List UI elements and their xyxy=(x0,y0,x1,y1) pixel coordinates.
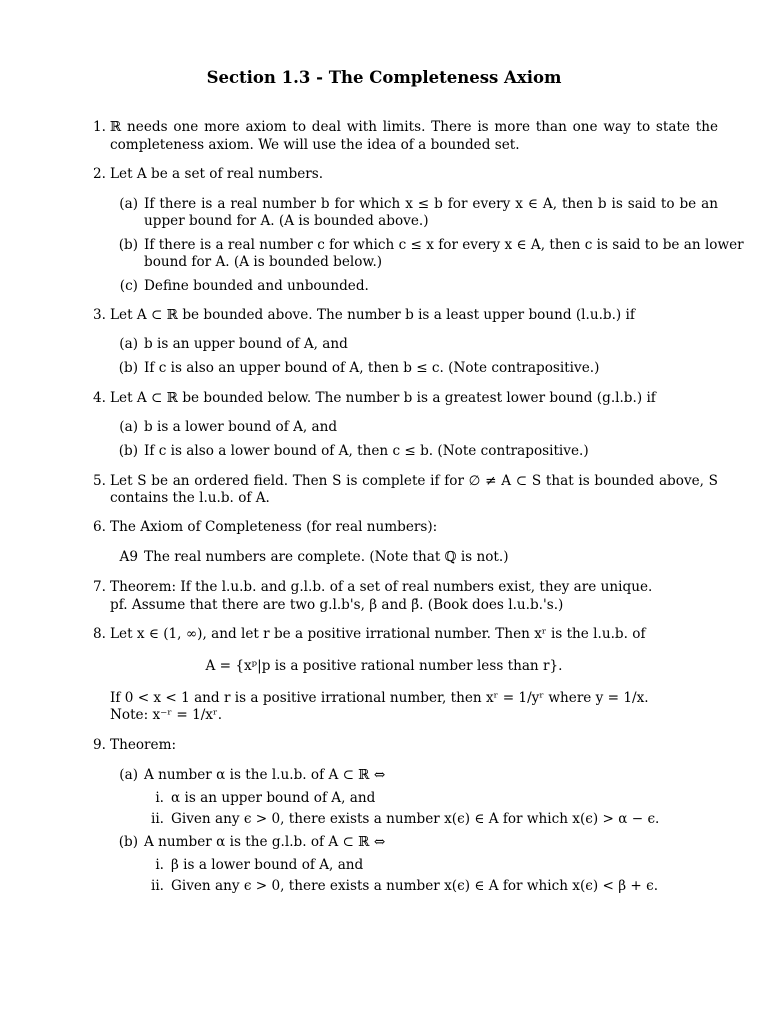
item-number: 3. xyxy=(93,307,106,323)
item-9b-ii-text: Given any ϵ > 0, there exists a number x(ϵ) ∈ A for which x(ϵ) < β + ϵ. xyxy=(171,878,659,894)
roman-label: i. xyxy=(155,857,164,873)
item-number: 6. xyxy=(93,519,106,535)
item-3a-line-1: b is an upper bound of A, and xyxy=(144,336,348,352)
item-2b-line-1: If there is a real number c for which c ≤ x for every x ∈ A, then c is said to be an lower xyxy=(144,237,744,253)
item-2a-line-1: If there is a real number b for which x ≤ b for every x ∈ A, then b is said to be an xyxy=(144,196,718,212)
item-number: 2. xyxy=(93,166,106,182)
item-8-line-3: Note: x⁻ʳ = 1/xʳ. xyxy=(110,707,223,723)
item-3b-line-1: If c is also an upper bound of A, then b ≤ c. (Note contrapositive.) xyxy=(144,360,600,376)
subitem-label: (b) xyxy=(118,237,138,253)
item-4a-line-1: b is a lower bound of A, and xyxy=(144,419,338,435)
item-1-line-1: ℝ needs one more axiom to deal with limits. There is more than one way to state the xyxy=(110,119,718,135)
item-number: 8. xyxy=(93,626,106,642)
item-3-line-1: Let A ⊂ ℝ be bounded above. The number b is a least upper bound (l.u.b.) if xyxy=(110,307,635,323)
axiom-a9-text: The real numbers are complete. (Note that ℚ is not.) xyxy=(144,549,509,565)
axiom-label: A9 xyxy=(119,549,138,565)
item-2b-line-2: bound for A. (A is bounded below.) xyxy=(144,254,383,270)
subitem-label: (b) xyxy=(118,443,138,459)
section-title: Section 1.3 - The Completeness Axiom xyxy=(206,68,562,87)
item-6-line-1: The Axiom of Completeness (for real numbers): xyxy=(110,519,438,535)
item-number: 9. xyxy=(93,737,106,753)
item-7-line-2: pf. Assume that there are two g.l.b's, β and β̄. (Book does l.u.b.'s.) xyxy=(110,597,564,613)
roman-label: i. xyxy=(155,790,164,806)
item-number: 7. xyxy=(93,579,106,595)
subitem-label: (a) xyxy=(119,336,138,352)
subitem-label: (a) xyxy=(119,419,138,435)
item-8-line-1: Let x ∈ (1, ∞), and let r be a positive irrational number. Then xʳ is the l.u.b. of xyxy=(110,626,646,642)
item-number: 4. xyxy=(93,390,106,406)
subitem-label: (b) xyxy=(118,834,138,850)
subitem-label: (a) xyxy=(119,767,138,783)
item-8-line-2: If 0 < x < 1 and r is a positive irrational number, then xʳ = 1/yʳ where y = 1/x. xyxy=(110,690,649,706)
item-2-line-1: Let A be a set of real numbers. xyxy=(110,166,324,182)
item-7-line-1: Theorem: If the l.u.b. and g.l.b. of a set of real numbers exist, they are unique. xyxy=(110,579,653,595)
item-9a-i-text: α is an upper bound of A, and xyxy=(171,790,376,806)
item-5-line-1: Let S be an ordered field. Then S is complete if for ∅ ≠ A ⊂ S that is bounded above, S xyxy=(110,473,718,489)
item-number: 1. xyxy=(93,119,106,135)
subitem-label: (b) xyxy=(118,360,138,376)
item-9a-line-1: A number α is the l.u.b. of A ⊂ ℝ ⇔ xyxy=(144,767,386,783)
set-definition-equation: A = {xᵖ|p is a positive rational number less than r}. xyxy=(205,658,563,674)
item-9a-ii-text: Given any ϵ > 0, there exists a number x(ϵ) ∈ A for which x(ϵ) > α − ϵ. xyxy=(171,811,660,827)
item-9b-i-text: β is a lower bound of A, and xyxy=(171,857,364,873)
roman-label: ii. xyxy=(150,811,164,827)
item-9b-line-1: A number α is the g.l.b. of A ⊂ ℝ ⇔ xyxy=(144,834,386,850)
item-number: 5. xyxy=(93,473,106,489)
item-9-line-1: Theorem: xyxy=(110,737,177,753)
item-4b-line-1: If c is also a lower bound of A, then c ≤ b. (Note contrapositive.) xyxy=(144,443,589,459)
item-5-line-2: contains the l.u.b. of A. xyxy=(110,490,270,506)
roman-label: ii. xyxy=(150,878,164,894)
item-2a-line-2: upper bound for A. (A is bounded above.) xyxy=(144,213,429,229)
subitem-label: (c) xyxy=(119,278,138,294)
subitem-label: (a) xyxy=(119,196,138,212)
item-2c-line-1: Define bounded and unbounded. xyxy=(144,278,369,294)
item-4-line-1: Let A ⊂ ℝ be bounded below. The number b is a greatest lower bound (g.l.b.) if xyxy=(110,390,656,406)
item-1-line-2: completeness axiom. We will use the idea of a bounded set. xyxy=(110,137,520,153)
